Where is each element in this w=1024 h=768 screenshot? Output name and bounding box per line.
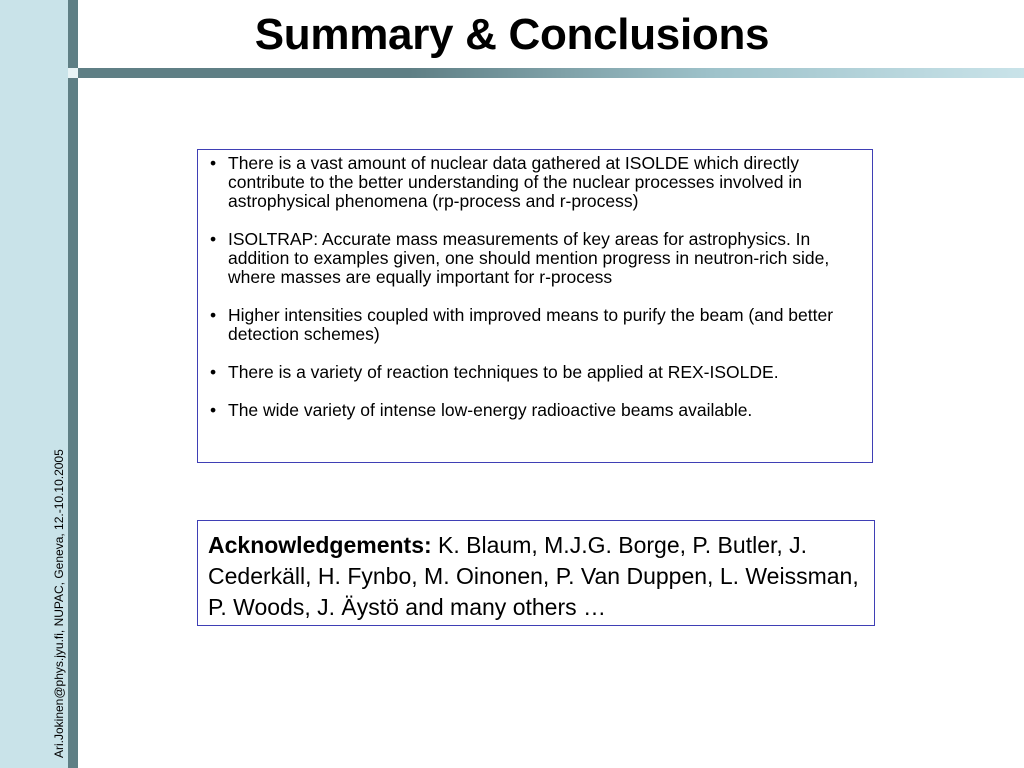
- bullet-icon: •: [210, 362, 217, 382]
- acknowledgements-text: K. Blaum, M.J.G. Borge, P. Butler, J. Cederkäll, H. Fynbo, M. Oinonen, P. Van Duppen, L. Weissman, P. Woods, J. Äystö and many others …: [208, 532, 859, 620]
- slide-title: Summary & Conclusions: [254, 10, 770, 59]
- summary-item-text: There is a vast amount of nuclear data gathered at ISOLDE which directly contribute to the better understanding of the nuclear processes involved in astrophysical phenomena (rp-process and r-process): [228, 153, 802, 211]
- title-rule: [0, 68, 1024, 78]
- bullet-icon: •: [210, 305, 217, 325]
- bullet-icon: •: [210, 229, 217, 249]
- summary-list: [208, 154, 862, 420]
- summary-item-text: Higher intensities coupled with improved means to purify the beam (and better detection schemes): [228, 305, 834, 344]
- summary-item-text: The wide variety of intense low-energy radioactive beams available.: [228, 400, 753, 420]
- summary-box: [197, 149, 873, 463]
- slide-footer: Ari.Jokinen@phys.jyu.fi, NUPAC, Geneva, 12.-10.10.2005: [52, 449, 66, 758]
- summary-item-text: ISOLTRAP: Accurate mass measurements of key areas for astrophysics. In addition to examples given, one should mention progress in neutron-rich side, where masses are equally important for r-process: [228, 229, 830, 287]
- left-bar-dark: [68, 0, 78, 768]
- bullet-icon: •: [210, 400, 217, 420]
- summary-item: [208, 230, 862, 287]
- summary-item: [208, 306, 862, 344]
- bar-intersection: [68, 68, 78, 78]
- bullet-icon: •: [210, 153, 217, 173]
- summary-item-text: There is a variety of reaction techniques to be applied at REX-ISOLDE.: [228, 362, 779, 382]
- summary-item: [208, 363, 862, 382]
- acknowledgements-label: Acknowledgements:: [208, 532, 432, 558]
- summary-item: [208, 401, 862, 420]
- acknowledgements-box: [197, 520, 875, 626]
- summary-item: [208, 154, 862, 211]
